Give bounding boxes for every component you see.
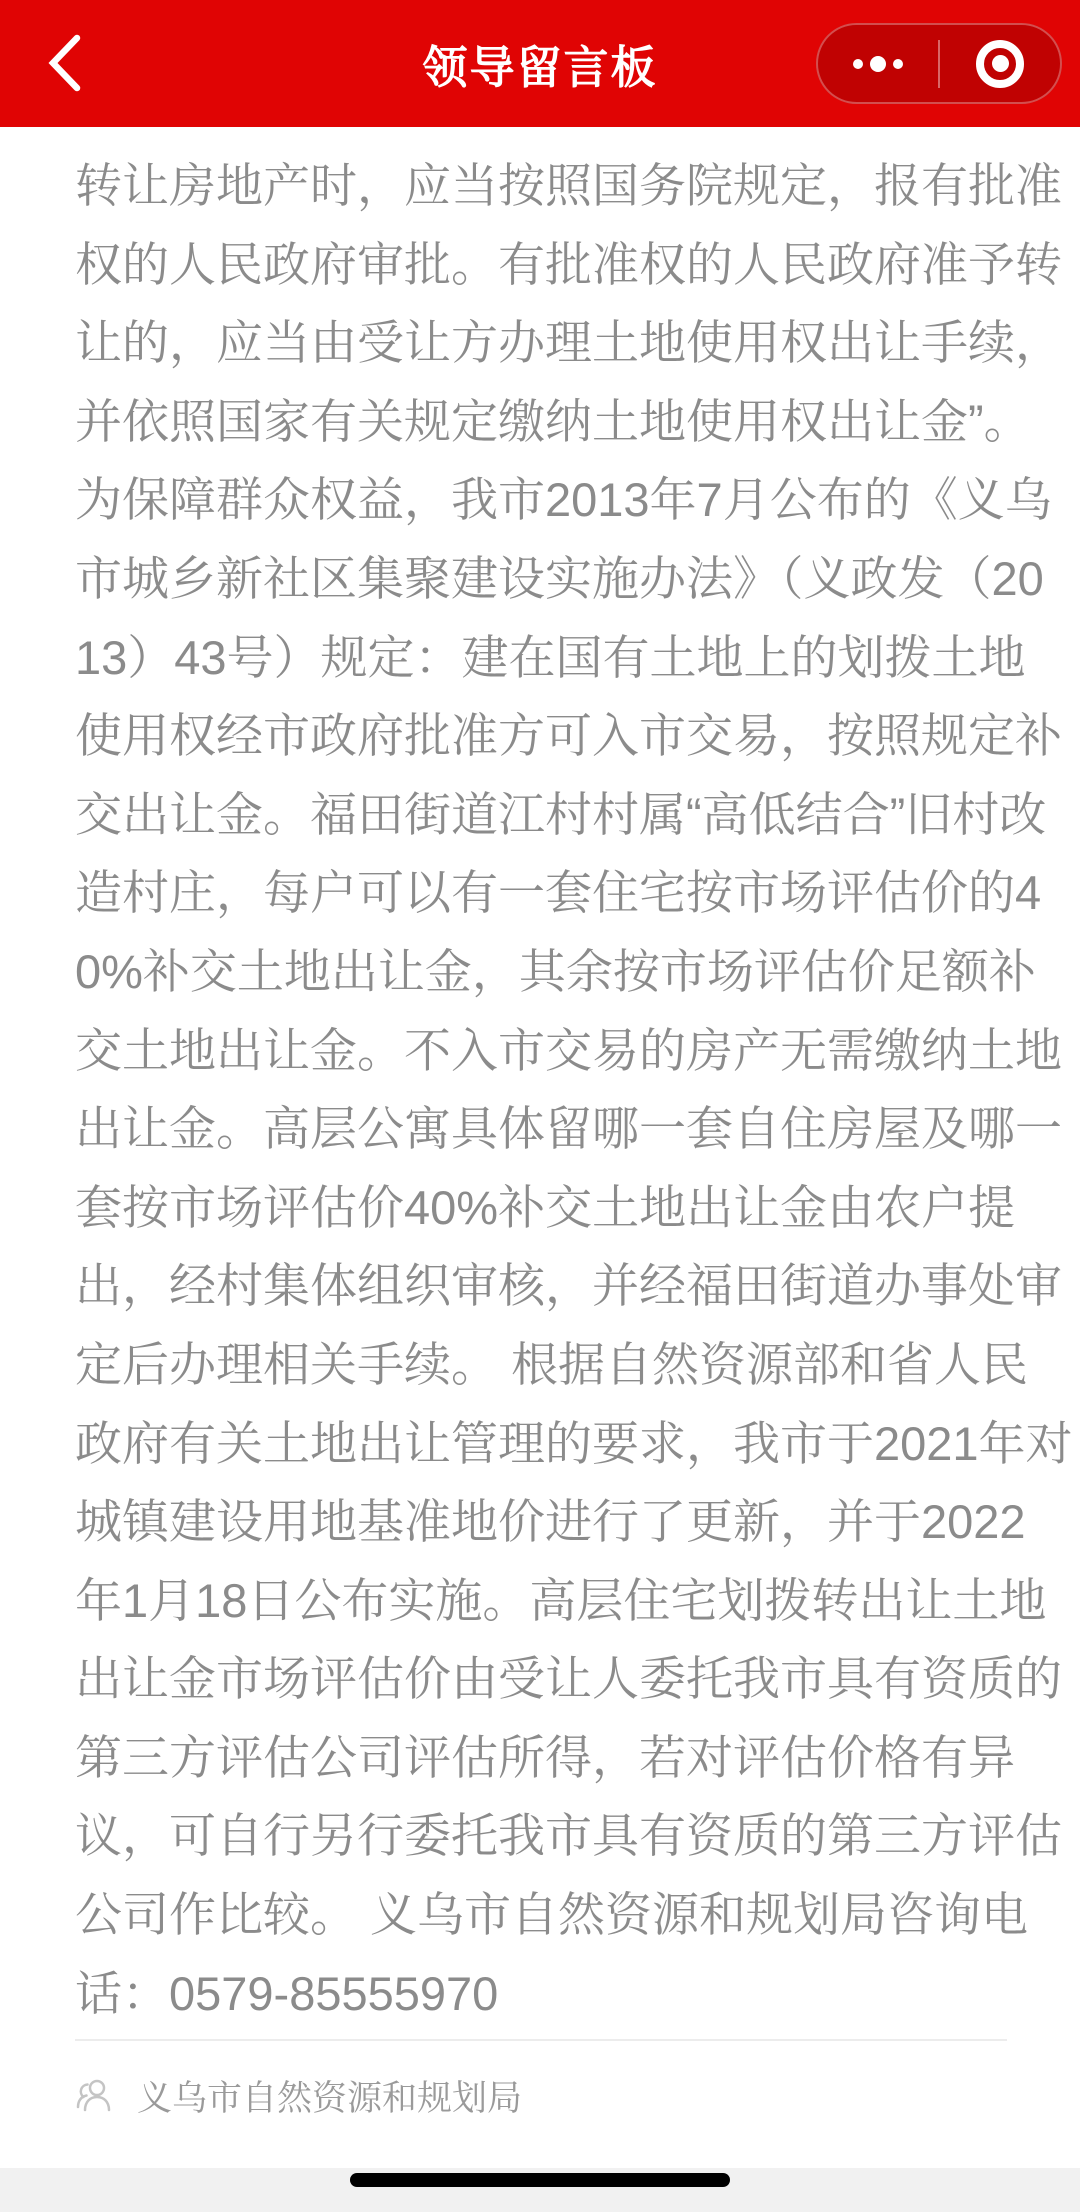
reply-line: 话：0579-85555970: [75, 1966, 499, 2020]
reply-line: 转让房地产时，应当按照国务院规定，报有批准: [75, 159, 1062, 212]
reply-line: 造村庄，每户可以有一套住宅按市场评估价的4: [75, 866, 1042, 920]
page-title: 领导留言板: [422, 42, 658, 93]
reply-author-row: [75, 2070, 522, 2122]
reply-line: 政府有关土地出让管理的要求，我市于2021年对: [75, 1416, 1073, 1470]
reply-text: [75, 147, 1073, 2033]
reply-line: 出让金市场评估价由受让人委托我市具有资质的: [75, 1652, 1062, 1706]
reply-line: 使用权经市政府批准方可入市交易，按照规定补: [75, 709, 1062, 763]
ellipsis-icon: [853, 56, 903, 72]
record-circle-icon: [976, 40, 1024, 88]
reply-line: 让的，应当由受让方办理土地使用权出让手续，: [75, 316, 1062, 370]
reply-line: 套按市场评估价40%补交土地出让金由农户提: [75, 1180, 1016, 1234]
reply-line: 城镇建设用地基准地价进行了更新，并于2022: [75, 1495, 1026, 1549]
reply-line: 第三方评估公司评估所得，若对评估价格有异: [75, 1730, 1015, 1784]
reply-author: 义乌市自然资源和规划局: [137, 2079, 523, 2118]
header-bar: [0, 0, 1080, 127]
miniprogram-capsule: [816, 23, 1062, 104]
reply-line: 交土地出让金。不入市交易的房产无需缴纳土地: [75, 1023, 1062, 1077]
home-indicator[interactable]: [350, 2173, 730, 2187]
close-miniprogram-button[interactable]: [940, 25, 1060, 102]
reply-line: 议，可自行另行委托我市具有资质的第三方评估: [75, 1809, 1062, 1863]
reply-line: 年1月18日公布实施。高层住宅划拨转出让土地: [75, 1573, 1047, 1627]
person-icon: [75, 2077, 113, 2115]
reply-line: 为保障群众权益，我市2013年7月公布的《义乌: [75, 473, 1052, 527]
reply-line: 13）43号）规定：建在国有土地上的划拨土地: [75, 630, 1026, 684]
reply-line: 出，经村集体组织审核，并经福田街道办事处审: [75, 1259, 1062, 1313]
more-menu-button[interactable]: [818, 25, 938, 102]
reply-line: 交出让金。福田街道江村村属“高低结合”旧村改: [75, 787, 1047, 841]
reply-line: 并依照国家有关规定缴纳土地使用权出让金”。: [75, 394, 1031, 448]
reply-line: 公司作比较。 义乌市自然资源和规划局咨询电: [75, 1888, 1029, 1942]
reply-line: 0%补交土地出让金，其余按市场评估价足额补: [75, 944, 1036, 998]
footer-divider: [75, 2039, 1007, 2041]
reply-line: 出让金。高层公寓具体留哪一套自住房屋及哪一: [75, 1102, 1062, 1156]
reply-line: 市城乡新社区集聚建设实施办法》（义政发（20: [75, 551, 1044, 605]
reply-line: 权的人民政府审批。有批准权的人民政府准予转: [75, 237, 1062, 291]
reply-line: 定后办理相关手续。 根据自然资源部和省人民: [75, 1337, 1029, 1391]
